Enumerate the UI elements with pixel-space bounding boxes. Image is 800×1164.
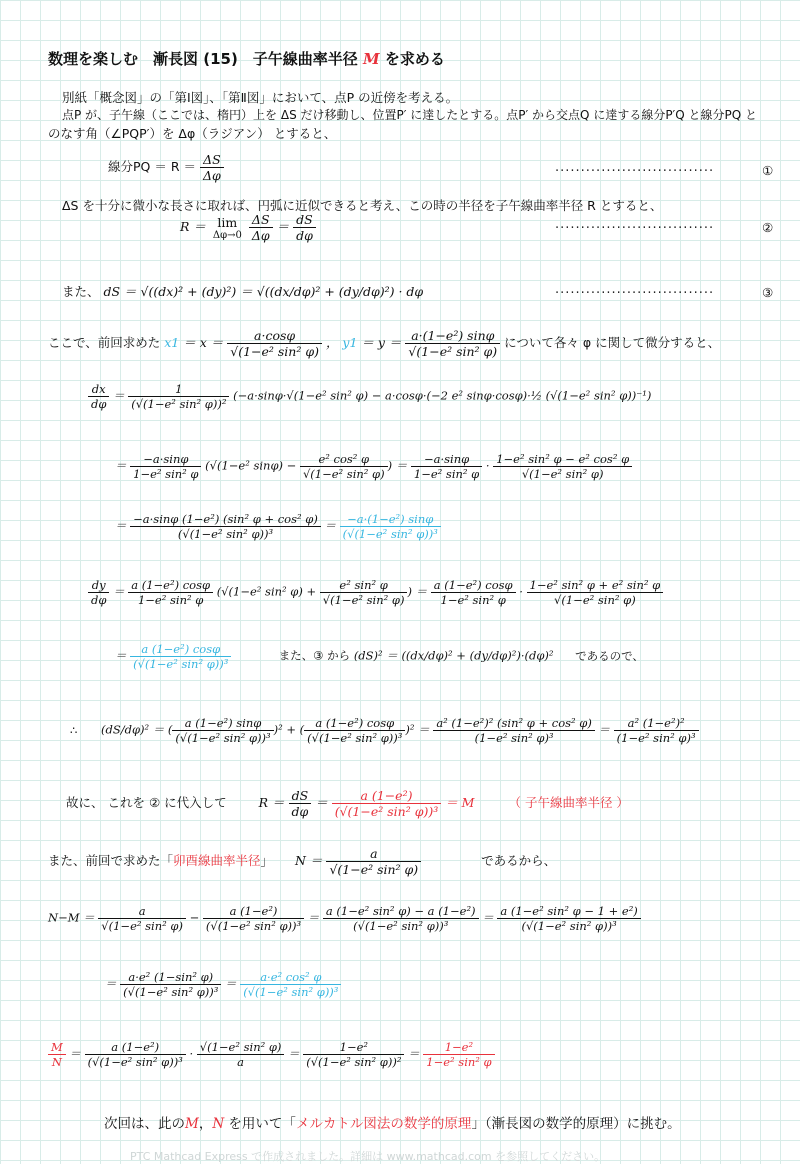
- eq2-lim: lim: [217, 214, 238, 230]
- dx-lhs-num: dx: [88, 382, 109, 397]
- eq3-lhs: dS ＝ √((dx)² + (dy)²) ＝: [103, 284, 253, 299]
- ratio-a-num: a (1−e²): [85, 1040, 186, 1055]
- ratio-d-num: 1−e²: [423, 1040, 494, 1055]
- nm-b-num: a (1−e²): [203, 904, 304, 919]
- nm-e-den: (√(1−e² sin² φ))³: [123, 985, 219, 999]
- para2-eq-x: ＝ x ＝: [183, 335, 224, 350]
- para2-x-num: a·cosφ: [227, 328, 322, 344]
- dx-l1-coef-num: 1: [128, 382, 229, 397]
- dx-l1-rest: (−a·sinφ·√(1−e² sin² φ) − a·cosφ·(−2 e² sinφ·cosφ)·½ (√(1−e² sin² φ))⁻¹): [233, 388, 652, 403]
- ratio-line: $\frac{M}{N}$ ＝ $\frac{\text{a (1−e²)}}{\text{(√(1−e² sin² φ))³}}$ · $\frac{\text{√(1−e² sin² φ)}}{a}$ ＝ $\frac{\text{1−e²}}{\text{(√(1−e² sin² φ))²}}$ ＝ $\frac{\text{1−e²}}{\text{1−e² sin² φ}}$: [48, 1040, 495, 1069]
- eq2-num: ΔS: [249, 212, 273, 228]
- eq2-limsub: Δφ→0: [212, 229, 242, 241]
- dx-l2-b-den: 1−e² sin² φ: [413, 467, 480, 481]
- nm-c-den: (√(1−e² sin² φ))³: [353, 919, 449, 933]
- closing-n: N: [212, 1116, 225, 1132]
- footer-watermark: PTC Mathcad Express で作成されました。詳細は www.mathcad.com を参照してください。: [130, 1150, 606, 1163]
- prevn-red: 卯酉線曲率半径: [173, 853, 261, 868]
- therefore-t2-num: a (1−e²) cosφ: [304, 716, 405, 731]
- therefore-t4-num: a² (1−e²)²: [614, 716, 699, 731]
- prevn-text3: であるから、: [481, 853, 557, 868]
- prevn-num: a: [326, 846, 421, 862]
- eq1-label: 線分PQ ＝ R ＝: [108, 159, 196, 174]
- eq2-den2: dφ: [296, 228, 313, 243]
- dy-l1-c-num: 1−e² sin² φ + e² sin² φ: [527, 578, 664, 593]
- dy-l2-text: また、③ から: [278, 648, 351, 663]
- subst-res-den: (√(1−e² sin² φ))³: [334, 804, 439, 819]
- ratio-b-den: a: [237, 1055, 245, 1069]
- dx-l2-a-den: 1−e² sin² φ: [133, 467, 199, 481]
- dx-l2-paren-num: e² cos² φ: [300, 452, 388, 467]
- dy-l1-b-den: 1−e² sin² φ: [440, 593, 506, 607]
- eq2-lhs: R ＝: [180, 219, 206, 234]
- dy-l1-c-den: √(1−e² sin² φ): [554, 593, 636, 607]
- subst-den: dφ: [291, 804, 309, 819]
- nm-f-num: a·e² cos² φ: [240, 970, 341, 985]
- dy-l1-a-num: a (1−e²) cosφ: [128, 578, 213, 593]
- ratio-c-den: (√(1−e² sin² φ))²: [306, 1055, 402, 1069]
- therefore-t3-num: a² (1−e²)² (sin² φ + cos² φ): [433, 716, 595, 731]
- intro-line-1: 別紙「概念図」の「第Ⅰ図」、「第Ⅱ図」において、点P の近傍を考える。: [62, 90, 459, 105]
- prev-n-line: [48, 846, 556, 877]
- nm-a-num: a: [98, 904, 186, 919]
- para2-x1: x1: [164, 335, 180, 350]
- closing-comma: ，: [198, 1116, 213, 1132]
- para-2: ここで、前回求めた x1 ＝ x ＝ $\frac{a\cdot\cos\varphi}{\text{√(1−e² sin² φ)}}$ ， y1 ＝ y ＝ $\frac{\text{a·(1−e²) sinφ}}{\text{√(1−e² sin² φ)}}$ について各々 φ に関して微分すると、: [48, 328, 721, 359]
- nm-d-num: a (1−e² sin² φ − 1 + e²): [497, 904, 640, 919]
- dx-l1-coef-den: (√(1−e² sin² φ))²: [131, 397, 227, 411]
- subst-num: dS: [289, 788, 312, 804]
- dy-lhs-den: dφ: [91, 593, 107, 607]
- closing-red: メルカトル図法の数学的原理: [295, 1116, 472, 1132]
- prevn-text1: また、前回で求めた「: [48, 853, 174, 868]
- eq3-rhs: √((dx/dφ)² + (dy/dφ)²) · dφ: [256, 284, 424, 299]
- para2-eq-y: ＝ y ＝: [361, 335, 402, 350]
- eq1-num: ΔS: [200, 152, 224, 168]
- nm-line-2: ＝ $\frac{\text{a·e² (1−sin² φ)}}{\text{(√(1−e² sin² φ))³}}$ ＝ $\frac{\text{a·e² cos² φ}}{\text{(√(1−e² sin² φ))³}}$: [105, 970, 341, 999]
- therefore-t3-den: (1−e² sin² φ)³: [474, 731, 554, 745]
- closing-text2: を用いて「: [228, 1116, 296, 1132]
- closing-text1: 次回は、此の: [104, 1116, 185, 1132]
- nm-b-den: (√(1−e² sin² φ))³: [205, 919, 302, 933]
- dx-l2-paren-den: √(1−e² sin² φ): [302, 467, 385, 481]
- dx-lhs-den: dφ: [91, 397, 107, 411]
- eq3-marker: ③: [762, 285, 774, 300]
- therefore-t1-num: a (1−e²) sinφ: [172, 716, 273, 731]
- dx-l2-c-den: √(1−e² sin² φ): [521, 467, 604, 481]
- ratio-lhs-num: M: [48, 1040, 66, 1055]
- nm-c-num: a (1−e² sin² φ) − a (1−e²): [323, 904, 479, 919]
- dots-1: ·······························: [555, 164, 715, 179]
- eq1-den: Δφ: [202, 168, 221, 183]
- dy-l1-paren-num: e² sin² φ: [320, 578, 408, 593]
- dy-l1-paren-a: √(1−e² sin² φ) +: [221, 584, 317, 599]
- subst-res-num: a (1−e²): [332, 788, 442, 804]
- intro-line-3: のなす角（∠PQP′）を Δφ（ラジアン） とすると、: [48, 126, 337, 141]
- prevn-text2: 」: [260, 853, 274, 868]
- subst-eq-m: ＝ M: [445, 795, 475, 810]
- dx-l3-num: −a·sinφ (1−e²) (sin² φ + cos² φ): [130, 512, 321, 527]
- eq2-den: Δφ: [251, 228, 270, 243]
- eq1-marker: ①: [762, 163, 774, 178]
- eq2-num2: dS: [293, 212, 316, 228]
- closing-m: M: [185, 1116, 199, 1132]
- ratio-b-num: √(1−e² sin² φ): [197, 1040, 285, 1055]
- nm-lhs: N−M ＝: [48, 910, 95, 925]
- eq2-marker: ②: [762, 220, 774, 235]
- prevn-lhs: N ＝: [295, 853, 323, 868]
- eq3-prefix: また、: [62, 284, 100, 299]
- intro-line-2: 点P が、子午線（ここでは、楕円）上を ΔS だけ移動し、位置P′ に達したとする。点P′ から交点Q に達する線分P′Q と線分PQ と: [62, 108, 758, 122]
- nm-e-num: a·e² (1−sin² φ): [120, 970, 221, 985]
- therefore-symbol: ∴: [70, 722, 78, 737]
- title-prefix: 数理を楽しむ 漸長図 (15) 子午線曲率半径: [48, 50, 358, 68]
- dx-line-2: ＝ $\frac{-a\cdot\sin\varphi}{\text{1−e² sin² φ}}$ (√(1−e² sinφ) − $\frac{\text{e² cos² φ}}{\text{√(1−e² sin² φ)}}$ ) ＝ $\frac{-a\cdot\sin\varphi}{\text{1−e² sin² φ}}$ · $\frac{\text{1−e² sin² φ − e² cos² φ}}{\text{√(1−e² sin² φ)}}$: [115, 452, 632, 481]
- para2-y-num: a·(1−e²) sinφ: [405, 328, 500, 344]
- para2-y-den: √(1−e² sin² φ): [408, 344, 498, 359]
- closing-line: [104, 1112, 681, 1132]
- therefore-t1-den: (√(1−e² sin² φ))³: [175, 731, 271, 745]
- dy-l2-text2: であるので、: [575, 648, 644, 663]
- dy-l1-a-den: 1−e² sin² φ: [137, 593, 204, 607]
- dx-l2-b-num: −a·sinφ: [411, 452, 482, 467]
- ratio-a-den: (√(1−e² sin² φ))³: [87, 1055, 183, 1069]
- dx-line-3: ＝ $\frac{\text{−a·sinφ (1−e²) (sin² φ + cos² φ)}}{\text{(√(1−e² sin² φ))³}}$ ＝ $\frac{\text{−a·(1−e²) sinφ}}{\text{(√(1−e² sin² φ))³}}$: [115, 512, 441, 541]
- therefore-lhs: (dS/dφ)² ＝: [100, 722, 165, 737]
- subst-text: 故に、 これを ② に代入して: [66, 795, 227, 810]
- dy-line-1: $\frac{dy}{d\varphi}$ ＝ $\frac{\text{a (1−e²) cosφ}}{\text{1−e² sin² φ}}$ (√(1−e² sin² φ) + $\frac{\text{e² sin² φ}}{\text{√(1−e² sin² φ)}}$ ) ＝ $\frac{\text{a (1−e²) cosφ}}{\text{1−e² sin² φ}}$ · $\frac{\text{1−e² sin² φ + e² sin² φ}}{\text{√(1−e² sin² φ)}}$: [88, 578, 663, 607]
- page-title: [48, 48, 445, 69]
- title-suffix: を求める: [384, 50, 445, 68]
- dy-l2-res-num: a (1−e²) cosφ: [130, 642, 231, 657]
- nm-a-den: √(1−e² sin² φ): [101, 919, 183, 933]
- equation-1: [108, 152, 224, 183]
- therefore-line: ∴ (dS/dφ)² ＝ ( $\frac{\text{a (1−e²) sinφ}}{\text{(√(1−e² sin² φ))³}}$ )² + ( $\frac{\text{a (1−e²) cosφ}}{\text{(√(1−e² sin² φ))³}}$ )² ＝ $\frac{\text{a² (1−e²)² (sin² φ + cos² φ)}}{\text{(1−e² sin² φ)³}}$ ＝ $\frac{\text{a² (1−e²)²}}{\text{(1−e² sin² φ)³}}$: [70, 716, 699, 745]
- nm-f-den: (√(1−e² sin² φ))³: [243, 985, 339, 999]
- dy-l2-res-den: (√(1−e² sin² φ))³: [133, 657, 229, 671]
- ratio-d-den: 1−e² sin² φ: [426, 1055, 492, 1069]
- dy-line-2: ＝ $\frac{\text{a (1−e²) cosφ}}{\text{(√(1−e² sin² φ))³}}$ また、③ から (dS)² ＝ ((dx/dφ)² + (dy/dφ)²)·(dφ)² であるので、: [115, 642, 644, 671]
- dx-l2-c-num: 1−e² sin² φ − e² cos² φ: [493, 452, 632, 467]
- dy-l1-paren-den: √(1−e² sin² φ): [322, 593, 405, 607]
- ratio-c-num: 1−e²: [303, 1040, 404, 1055]
- therefore-t4-den: (1−e² sin² φ)³: [616, 731, 696, 745]
- subst-lhs: R ＝: [258, 795, 285, 810]
- dx-l2-paren-a: √(1−e² sinφ) −: [209, 458, 297, 473]
- nm-line-1: N−M ＝ $\frac{a}{\text{√(1−e² sin² φ)}}$ − $\frac{\text{a (1−e²)}}{\text{(√(1−e² sin² φ))³}}$ ＝ $\frac{\text{a (1−e² sin² φ) − a (1−e²)}}{\text{(√(1−e² sin² φ))³}}$ ＝ $\frac{\text{a (1−e² sin² φ − 1 + e²)}}{\text{(√(1−e² sin² φ))³}}$: [48, 904, 641, 933]
- para2-text1: ここで、前回求めた: [48, 335, 161, 350]
- ratio-lhs-den: N: [51, 1055, 62, 1069]
- equation-2: R ＝ lim Δφ→0 $\frac{\Delta S}{\Delta\varphi}$ ＝ $\frac{dS}{d\varphi}$: [180, 212, 316, 243]
- para2-text2: について各々 φ に関して微分すると、: [504, 335, 721, 350]
- dx-l3-den: (√(1−e² sin² φ))³: [177, 527, 274, 541]
- prevn-den: √(1−e² sin² φ): [329, 862, 419, 877]
- dy-l2-eq: (dS)² ＝ ((dx/dφ)² + (dy/dφ)²)·(dφ)²: [353, 648, 554, 663]
- subst-line: 故に、 これを ② に代入して R ＝ $\frac{dS}{d\varphi}$ ＝ $\frac{\text{a (1−e²)}}{\text{(√(1−e² sin² φ))³}}$ ＝ M （ 子午線曲率半径 ）: [66, 788, 629, 819]
- dx-l3-res-den: (√(1−e² sin² φ))³: [342, 527, 438, 541]
- para2-y1: y1: [342, 335, 358, 350]
- closing-text3: 」（漸長図の数学的原理）に挑む。: [471, 1116, 681, 1132]
- dx-line-1: $\frac{dx}{d\varphi}$ ＝ $\frac{1}{\text{(√(1−e² sin² φ))²}}$ (−a·sinφ·√(1−e² sin² φ) − a·cosφ·(−2 e² sinφ·cosφ)·½ (√(1−e² sin² φ))⁻¹): [88, 382, 651, 411]
- nm-d-den: (√(1−e² sin² φ))³: [521, 919, 617, 933]
- equation-3: [62, 282, 423, 300]
- dx-l2-a-num: −a·sinφ: [130, 452, 201, 467]
- dots-2: ·······························: [555, 221, 715, 236]
- text-after-eq1: ΔS を十分に微小な長さに取れば、円弧に近似できると考え、この時の半径を子午線曲率半径 R とすると、: [62, 198, 663, 213]
- dy-l1-b-num: a (1−e²) cosφ: [431, 578, 516, 593]
- therefore-t2-den: (√(1−e² sin² φ))³: [307, 731, 403, 745]
- dots-3: ·······························: [555, 286, 715, 301]
- title-var: M: [363, 50, 380, 68]
- para2-x-den: √(1−e² sin² φ): [230, 344, 319, 359]
- dx-l3-res-num: −a·(1−e²) sinφ: [340, 512, 441, 527]
- subst-label: （ 子午線曲率半径 ）: [508, 795, 629, 810]
- dy-lhs-num: dy: [88, 578, 109, 593]
